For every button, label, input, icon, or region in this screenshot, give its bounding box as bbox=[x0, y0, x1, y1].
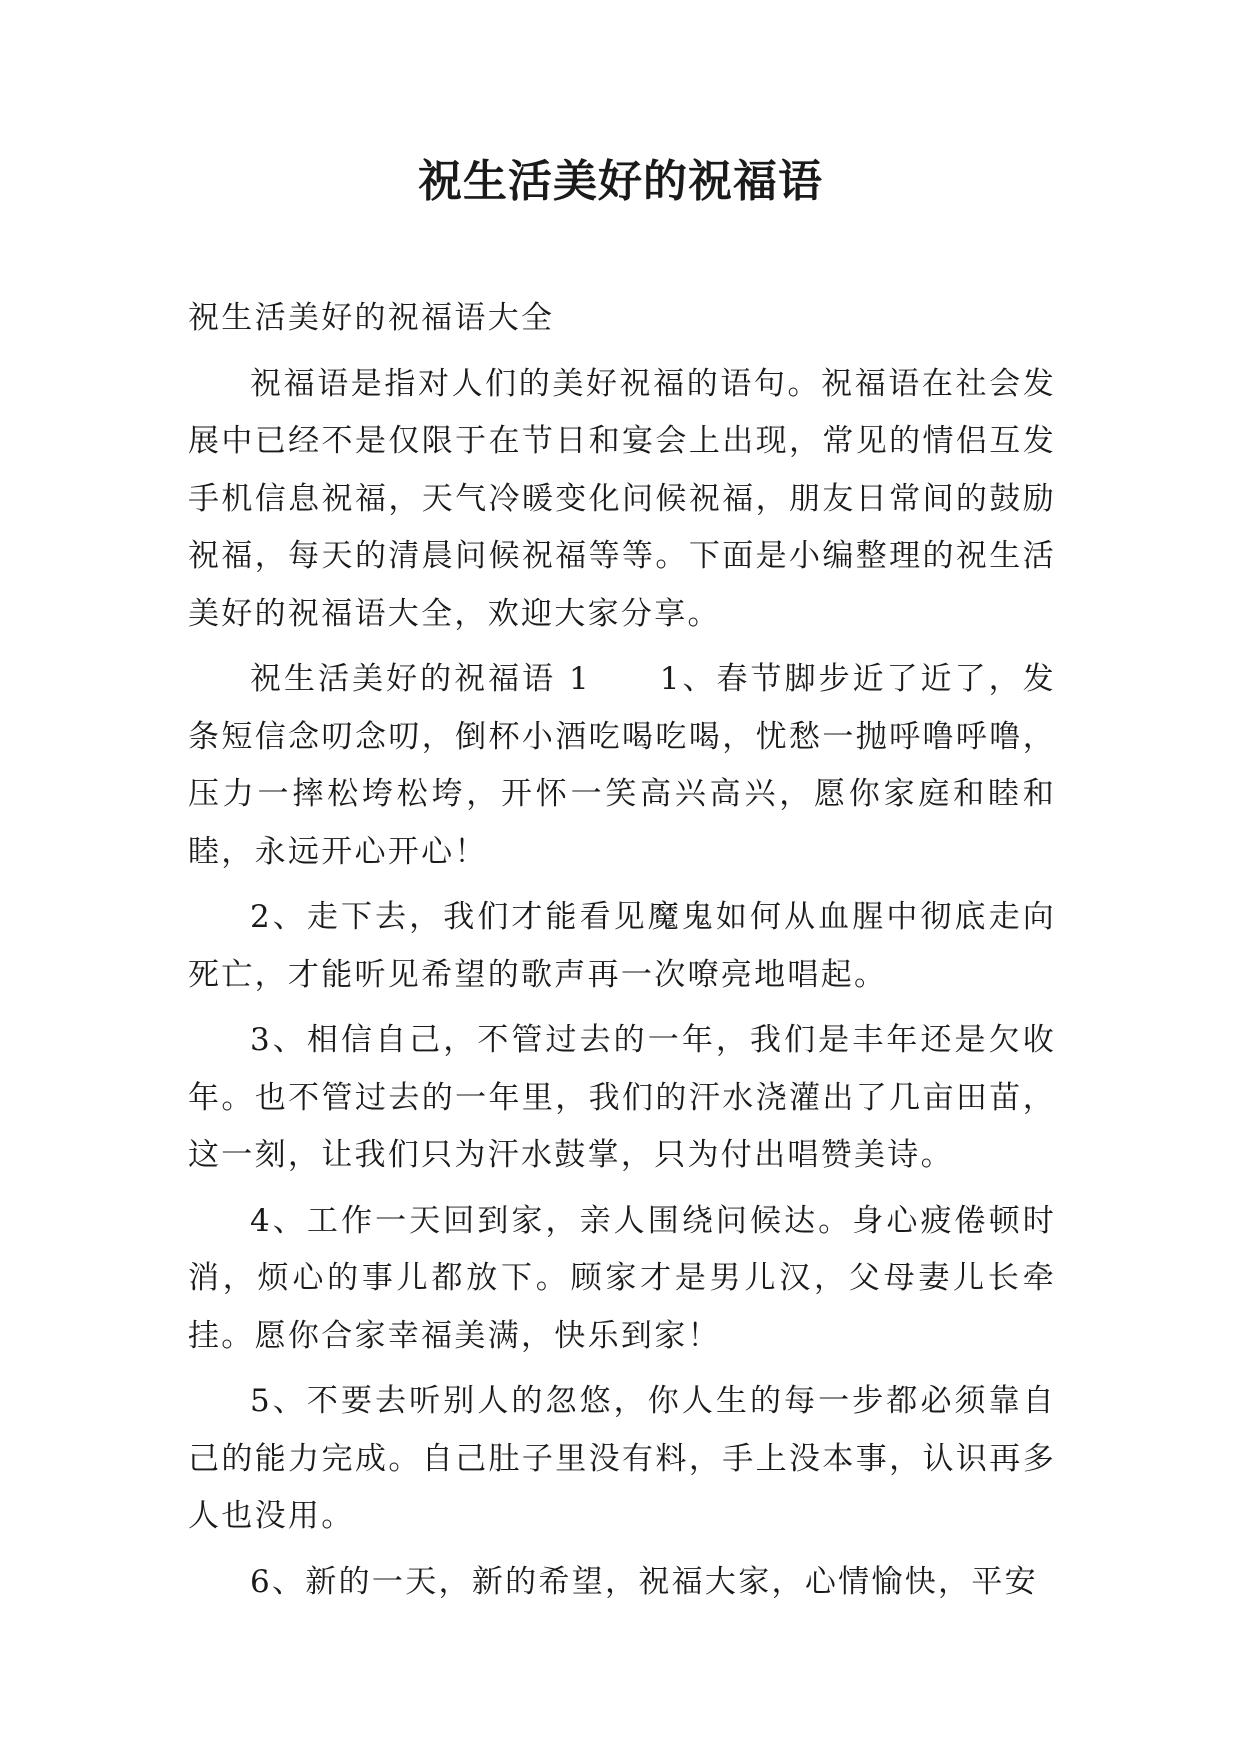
paragraph-greeting-3: 3、相信自己，不管过去的一年，我们是丰年还是欠收年。也不管过去的一年里，我们的汗水浇灌出了几亩田苗，这一刻，让我们只为汗水鼓掌，只为付出唱赞美诗。 bbox=[188, 1022, 1056, 1173]
page-title: 祝生活美好的祝福语 bbox=[418, 156, 823, 207]
paragraph-greeting-1: 祝生活美好的祝福语 1 1、春节脚步近了近了，发条短信念叨念叨，倒杯小酒吃喝吃喝，忧愁一抛呼噜呼噜，压力一摔松垮松垮，开怀一笑高兴高兴，愿你家庭和睦和睦，永远开心开心！ bbox=[188, 661, 1056, 870]
document-body bbox=[188, 290, 1056, 1619]
document-subtitle: 祝生活美好的祝福语大全 bbox=[188, 300, 555, 336]
paragraph-greeting-6: 6、新的一天，新的希望，祝福大家，心情愉快，平安 bbox=[250, 1563, 1038, 1600]
paragraph-intro: 祝福语是指对人们的美好祝福的语句。祝福语在社会发展中已经不是仅限于在节日和宴会上出现，常见的情侣互发手机信息祝福，天气冷暖变化问候祝福，朋友日常间的鼓励祝福，每天的清晨问候祝福等等。下面是小编整理的祝生活美好的祝福语大全，欢迎大家分享。 bbox=[188, 365, 1056, 632]
paragraph-greeting-4: 4、工作一天回到家，亲人围绕问候达。身心疲倦顿时消，烦心的事儿都放下。顾家才是男儿汉，父母妻儿长牵挂。愿你合家幸福美满，快乐到家！ bbox=[188, 1202, 1056, 1354]
paragraph-greeting-5: 5、不要去听别人的忽悠，你人生的每一步都必须靠自己的能力完成。自己肚子里没有料，手上没本事，认识再多人也没用。 bbox=[188, 1383, 1056, 1534]
paragraph-greeting-2: 2、走下去，我们才能看见魔鬼如何从血腥中彻底走向死亡，才能听见希望的歌声再一次嘹亮地唱起。 bbox=[188, 899, 1056, 993]
